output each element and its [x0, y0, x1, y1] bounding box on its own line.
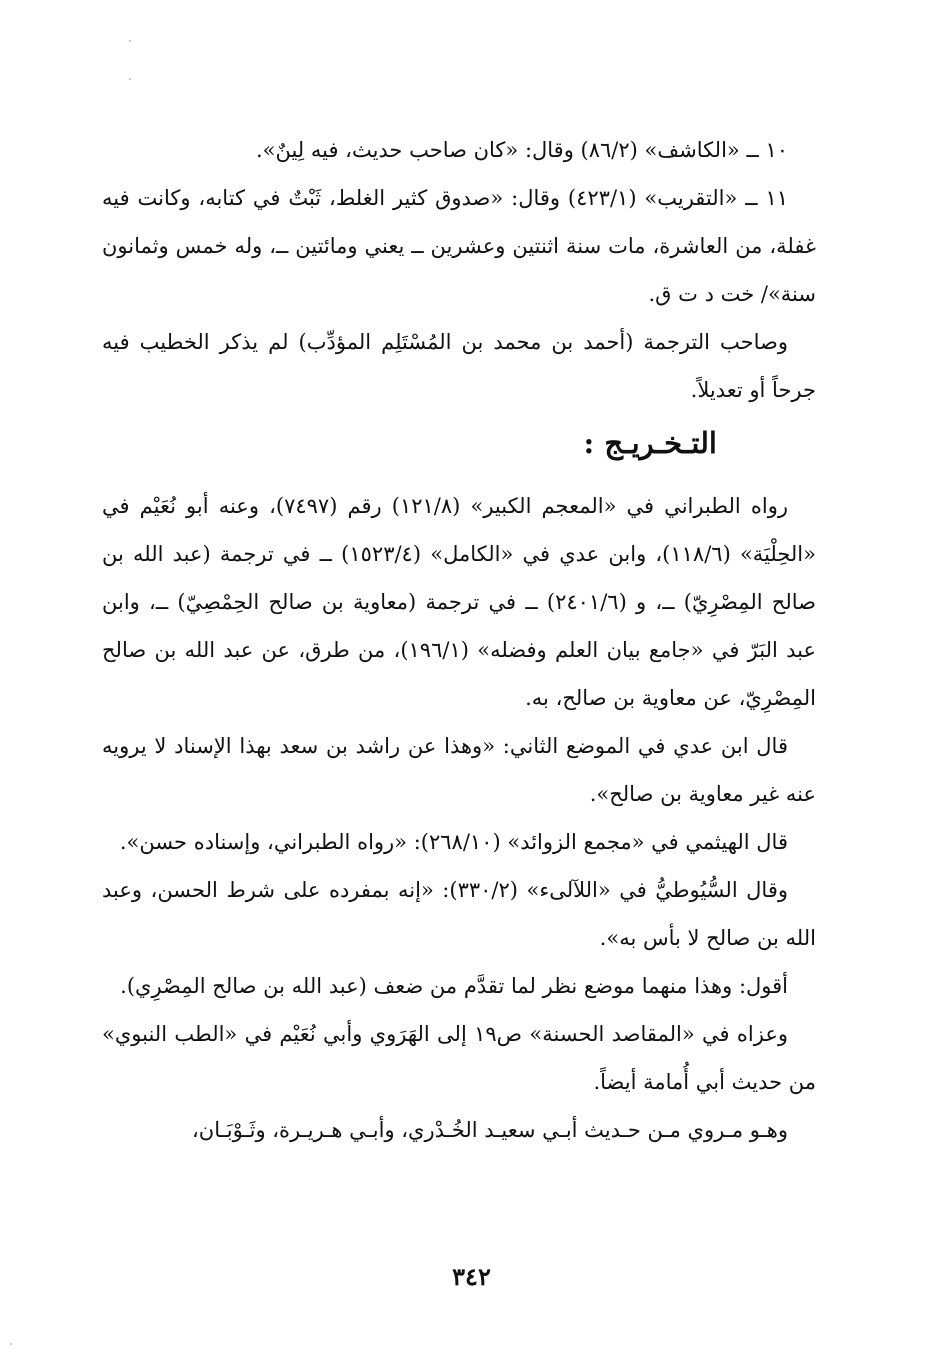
- paragraph-marwi: وهـو مـروي مـن حـديث أبـي سعيـد الخُـدْري، وأبـي هـريـرة، وثَـوْبَـان،: [192, 1118, 788, 1142]
- intro-paragraph: وصاحب الترجمة (أحمد بن محمد بن المُسْتَلِم المؤدِّب) لم يذكر الخطيب فيه جرحاً أو تعديلاً.: [102, 330, 816, 402]
- footnote-10: ١٠ ــ «الكاشف» (٨٦/٢) وقال: «كان صاحب حديث، فيه لِينٌ».: [255, 138, 788, 162]
- paragraph-takhrij: رواه الطبراني في «المعجم الكبير» (١٢١/٨) رقم (٧٤٩٧)، وعنه أبو نُعَيْم في «الحِلْيَة» (١١٨/٦)، وابن عدي في «الكامل» (١٥٢٣/٤) ــ في ترجمة (عبد الله بن صالح المِصْرِيّ) ــ، و (٢٤٠١/٦) ــ في ترجمة (معاوية بن صالح الحِمْصِيّ) ــ، وابن عبد البَرّ في «جامع بيان العلم وفضله» (١٩٦/١)، من طرق، عن عبد الله بن صالح المِصْرِيّ، عن معاوية بن صالح، به.: [102, 494, 816, 710]
- scan-speckle: [129, 40, 131, 42]
- scan-speckle: [129, 78, 131, 80]
- paragraph-suyuti: وقال السُّيُوطيُّ في «اللآلىء» (٣٣٠/٢): «إنه بمفرده على شرط الحسن، وعبد الله بن صالح لا بأس به».: [102, 878, 816, 950]
- scan-speckle: [10, 1343, 12, 1345]
- page-number: ٣٤٢: [452, 1262, 491, 1291]
- section-heading: التـخـريـج :: [583, 426, 717, 460]
- intro-block: [102, 318, 816, 414]
- paragraph-haythami: قال الهيثمي في «مجمع الزوائد» (٢٦٨/١٠): «رواه الطبراني، وإسناده حسن».: [119, 830, 788, 854]
- paragraph-maqasid: وعزاه في «المقاصد الحسنة» ص١٩ إلى الهَرَوي وأبي نُعَيْم في «الطب النبوي» من حديث أبي أُمامة أيضاً.: [102, 1022, 816, 1094]
- paragraph-ibn-adi: قال ابن عدي في الموضع الثاني: «وهذا عن راشد بن سعد بهذا الإسناد لا يرويه عنه غير معاوية بن صالح».: [102, 734, 816, 806]
- footnotes-block: [102, 126, 816, 318]
- paragraph-aqul: أقول: وهذا منهما موضع نظر لما تقدَّم من ضعف (عبد الله بن صالح المِصْرِي).: [120, 974, 788, 998]
- footnote-11: ١١ ــ «التقريب» (٤٢٣/١) وقال: «صدوق كثير الغلط، ثَبْتٌ في كتابه، وكانت فيه غفلة، من العاشرة، مات سنة اثنتين وعشرين ــ يعني ومائتين ــ، وله خمس وثمانون سنة»/ خت د ت ق.: [102, 186, 816, 306]
- body-block: [102, 482, 816, 1154]
